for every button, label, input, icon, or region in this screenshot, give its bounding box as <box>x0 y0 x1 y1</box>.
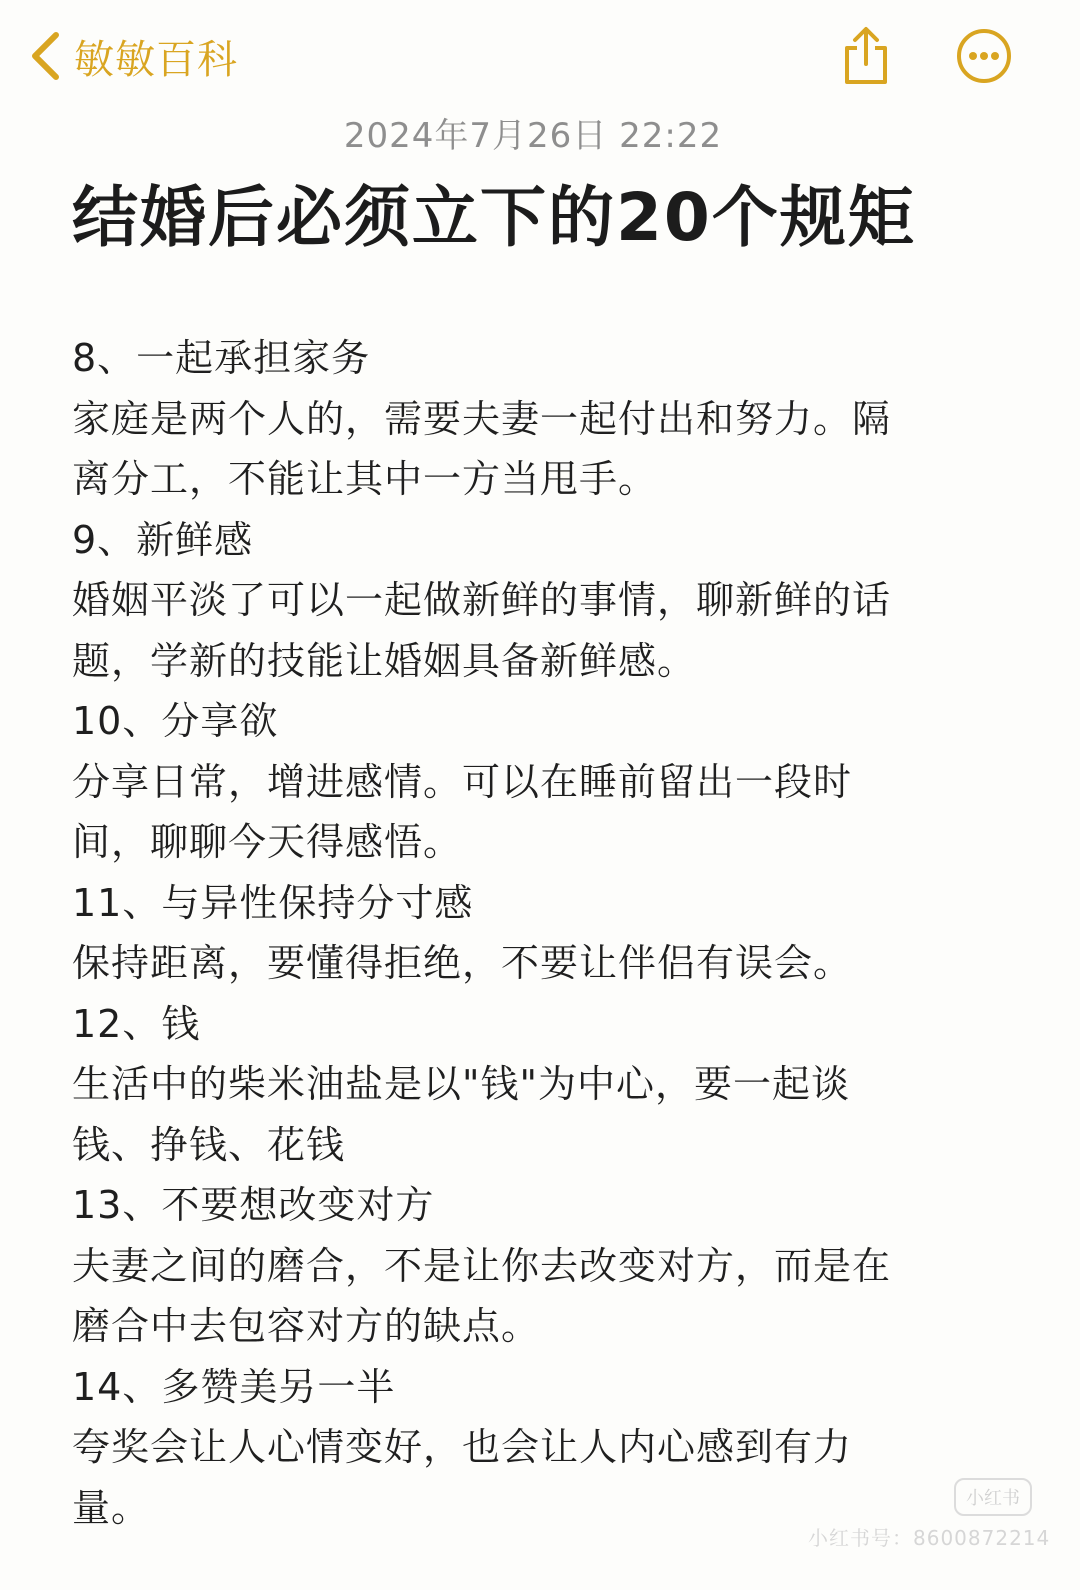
note-line: 分享日常，增进感情。可以在睡前留出一段时 <box>72 759 853 804</box>
note-line: 离分工，不能让其中一方当甩手。 <box>72 457 658 501</box>
note-line: 间，聊聊今天得感悟。 <box>72 820 463 864</box>
watermark-logo: 小红书 <box>954 1478 1032 1516</box>
note-date: 2024年7月26日 22:22 <box>343 116 723 156</box>
note-title: 结婚后必须立下的20个规矩 <box>72 179 916 256</box>
note-line: 题，学新的技能让婚姻具备新鲜感。 <box>72 638 697 683</box>
share-button[interactable] <box>836 26 896 86</box>
note-line: 生活中的柴米油盐是以"钱"为中心，要一起谈 <box>72 1062 850 1106</box>
top-bar <box>0 0 1080 112</box>
note-line: 10、分享欲 <box>72 699 279 743</box>
note-line: 量。 <box>72 1485 151 1530</box>
watermark-text: 小红书号：8600872214 <box>808 1526 1051 1550</box>
more-button[interactable] <box>954 26 1014 86</box>
note-line: 8、一起承担家务 <box>72 336 371 380</box>
note-line: 9、新鲜感 <box>72 517 254 562</box>
more-icon <box>955 27 1013 85</box>
note-line: 12、钱 <box>72 1001 201 1046</box>
note-line: 钱、挣钱、花钱 <box>72 1122 346 1167</box>
back-label: 敏敏百科 <box>74 36 238 83</box>
note-line: 磨合中去包容对方的缺点。 <box>72 1304 541 1348</box>
chevron-left-icon <box>30 31 60 81</box>
share-icon <box>840 26 892 86</box>
note-line: 14、多赞美另一半 <box>72 1364 396 1409</box>
note-body[interactable] <box>72 328 982 1538</box>
note-line: 13、不要想改变对方 <box>72 1183 435 1227</box>
back-button[interactable] <box>30 24 238 88</box>
note-line: 婚姻平淡了可以一起做新鲜的事情，聊新鲜的话 <box>72 578 892 622</box>
note-line: 夸奖会让人心情变好，也会让人内心感到有力 <box>72 1425 853 1469</box>
note-line: 11、与异性保持分寸感 <box>72 880 474 925</box>
note-line: 保持距离，要懂得拒绝，不要让伴侣有误会。 <box>72 941 853 985</box>
note-line: 夫妻之间的磨合，不是让你去改变对方，而是在 <box>72 1243 892 1288</box>
note-line: 家庭是两个人的，需要夫妻一起付出和努力。隔 <box>72 396 892 441</box>
